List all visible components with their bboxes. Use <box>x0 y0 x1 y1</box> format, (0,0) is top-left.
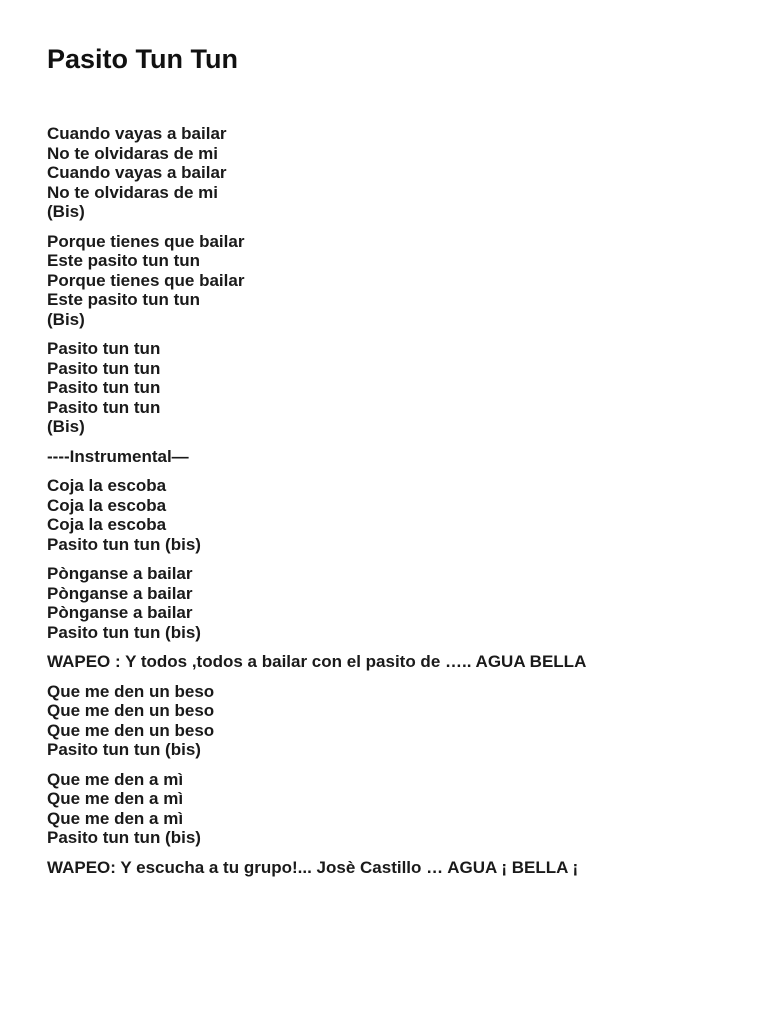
lyrics-line: Cuando vayas a bailar <box>47 163 227 182</box>
lyrics-line: Pasito tun tun <box>47 378 161 397</box>
lyrics-line: No te olvidaras de mi <box>47 143 218 163</box>
lyrics-line: (Bis) <box>47 417 85 436</box>
lyrics-line: Porque tienes que bailar <box>47 270 245 290</box>
lyrics-line: Pasito tun tun <box>47 397 161 417</box>
lyrics-stanza <box>47 339 747 437</box>
lyrics-line: Pasito tun tun (bis) <box>47 828 201 847</box>
lyrics-stanza <box>47 232 747 330</box>
lyrics-line: WAPEO : Y todos ,todos a bailar con el pasito de ….. AGUA BELLA <box>47 652 587 671</box>
lyrics-line: Que me den a mì <box>47 769 184 789</box>
lyrics-line: Este pasito tun tun <box>47 251 200 270</box>
lyrics-line: Que me den a mì <box>47 789 184 808</box>
lyrics-stanza <box>47 770 747 848</box>
lyrics-line: Cuando vayas a bailar <box>47 124 227 143</box>
lyrics-line: No te olvidaras de mi <box>47 182 218 202</box>
lyrics-line: Pasito tun tun <box>47 358 161 378</box>
lyrics-stanza <box>47 652 747 672</box>
lyrics-stanza <box>47 447 747 467</box>
lyrics-line: (Bis) <box>47 309 85 329</box>
lyrics-stanza <box>47 682 747 760</box>
lyrics-stanza <box>47 124 747 222</box>
lyrics-line: (Bis) <box>47 202 85 221</box>
lyrics-line: Pasito tun tun <box>47 339 161 358</box>
lyrics-line: Pasito tun tun (bis) <box>47 740 201 759</box>
lyrics-line: ----Instrumental— <box>47 446 189 466</box>
lyrics-line: Este pasito tun tun <box>47 290 200 309</box>
lyrics-line: Pònganse a bailar <box>47 603 193 622</box>
lyrics-line: Coja la escoba <box>47 476 167 495</box>
lyrics-stanza <box>47 476 747 554</box>
lyrics-line: Que me den un beso <box>47 681 215 701</box>
document-title: Pasito Tun Tun <box>47 44 238 74</box>
lyrics-line: Pònganse a bailar <box>47 564 193 583</box>
lyrics-line: Que me den un beso <box>47 701 215 720</box>
lyrics-line: Que me den un beso <box>47 720 215 740</box>
document-page <box>47 0 747 887</box>
lyrics-line: Porque tienes que bailar <box>47 231 245 251</box>
lyrics-line: Pònganse a bailar <box>47 583 193 603</box>
lyrics-stanza <box>47 858 747 878</box>
lyrics-line: Coja la escoba <box>47 515 167 534</box>
lyrics-body <box>47 124 747 877</box>
lyrics-line: Que me den a mì <box>47 808 184 828</box>
lyrics-line: Pasito tun tun (bis) <box>47 622 201 642</box>
lyrics-stanza <box>47 564 747 642</box>
lyrics-line: Coja la escoba <box>47 495 167 515</box>
lyrics-line: WAPEO: Y escucha a tu grupo!... Josè Castillo … AGUA ¡ BELLA ¡ <box>47 857 579 877</box>
lyrics-line: Pasito tun tun (bis) <box>47 534 201 554</box>
